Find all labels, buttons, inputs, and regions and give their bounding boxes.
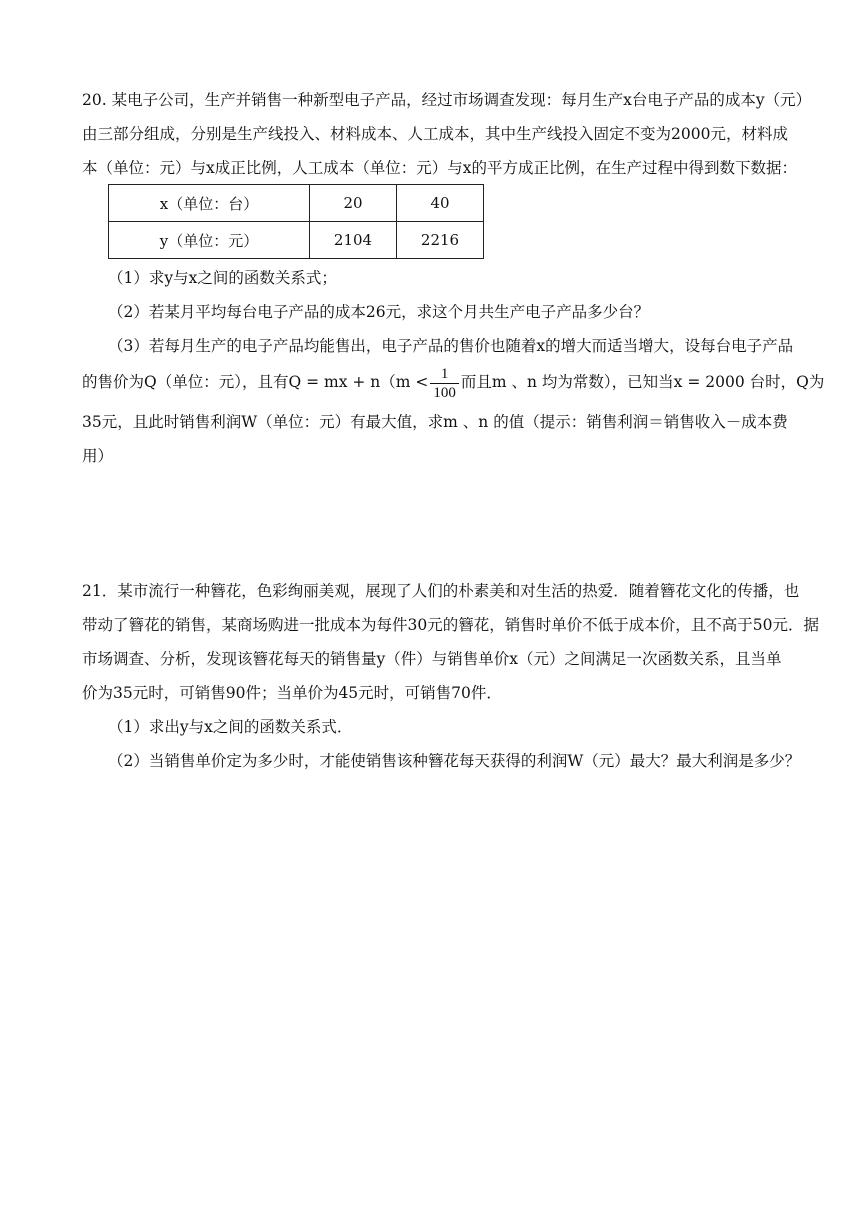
table-cell: 40 — [397, 185, 484, 222]
q20-sub-1: （1）求y与x之间的函数关系式； — [108, 269, 337, 287]
q20-data-table — [108, 184, 484, 259]
q21-line-2: 带动了簪花的销售，某商场购进一批成本为每件30元的簪花，销售时单价不低于成本价，且不高于50元．据 — [82, 616, 819, 634]
table-cell: 2104 — [310, 222, 397, 259]
table-cell: 20 — [310, 185, 397, 222]
q20-sub-3-line-4: 用） — [82, 447, 114, 465]
fraction-denominator: 100 — [433, 384, 456, 401]
fraction — [430, 365, 459, 402]
q20-sub-3-line-2-end: 而且m 、n 均为常数），已知当x = 2000 台时，Q为 — [460, 373, 825, 391]
q20-sub-3-line-2-start: 的售价为Q（单位：元），且有Q = mx + n（m < — [82, 373, 429, 391]
table-cell: 2216 — [397, 222, 484, 259]
table-row — [109, 222, 484, 259]
q20-sub-3-line-1: （3）若每月生产的电子产品均能售出，电子产品的售价也随着x的增大而适当增大，设每台电子产品 — [108, 337, 794, 355]
fraction-numerator: 1 — [430, 365, 459, 384]
table-row — [109, 185, 484, 222]
q20-line-2: 由三部分组成，分别是生产线投入、材料成本、人工成本，其中生产线投入固定不变为2000元，材料成 — [82, 125, 788, 143]
q20-line-1: 20. 某电子公司，生产并销售一种新型电子产品，经过市场调查发现：每月生产x台电子产品的成本y（元） — [82, 91, 812, 109]
table-cell: y（单位：元） — [109, 222, 310, 259]
q20-sub-3-line-3: 35元，且此时销售利润W（单位：元）有最大值，求m 、n 的值（提示：销售利润＝销售收入－成本费 — [82, 413, 788, 431]
q20-sub-2: （2）若某月平均每台电子产品的成本26元，求这个月共生产电子产品多少台？ — [108, 303, 650, 321]
table-cell: x（单位：台） — [109, 185, 310, 222]
q21-sub-1: （1）求出y与x之间的函数关系式． — [108, 718, 353, 736]
q21-line-4: 价为35元时，可销售90件；当单价为45元时，可销售70件． — [82, 684, 502, 702]
q21-sub-2: （2）当销售单价定为多少时，才能使销售该种簪花每天获得的利润W（元）最大？最大利润是多少？ — [108, 752, 801, 770]
q21-line-3: 市场调查、分析，发现该簪花每天的销售量y（件）与销售单价x（元）之间满足一次函数关系，且当单 — [82, 650, 782, 668]
q20-sub-3-line-2 — [82, 360, 824, 404]
q20-line-3: 本（单位：元）与x成正比例，人工成本（单位：元）与x的平方成正比例，在生产过程中得到数下数据： — [82, 159, 797, 177]
q21-line-1: 21．某市流行一种簪花，色彩绚丽美观，展现了人们的朴素美和对生活的热爱．随着簪花文化的传播，也 — [82, 582, 800, 600]
